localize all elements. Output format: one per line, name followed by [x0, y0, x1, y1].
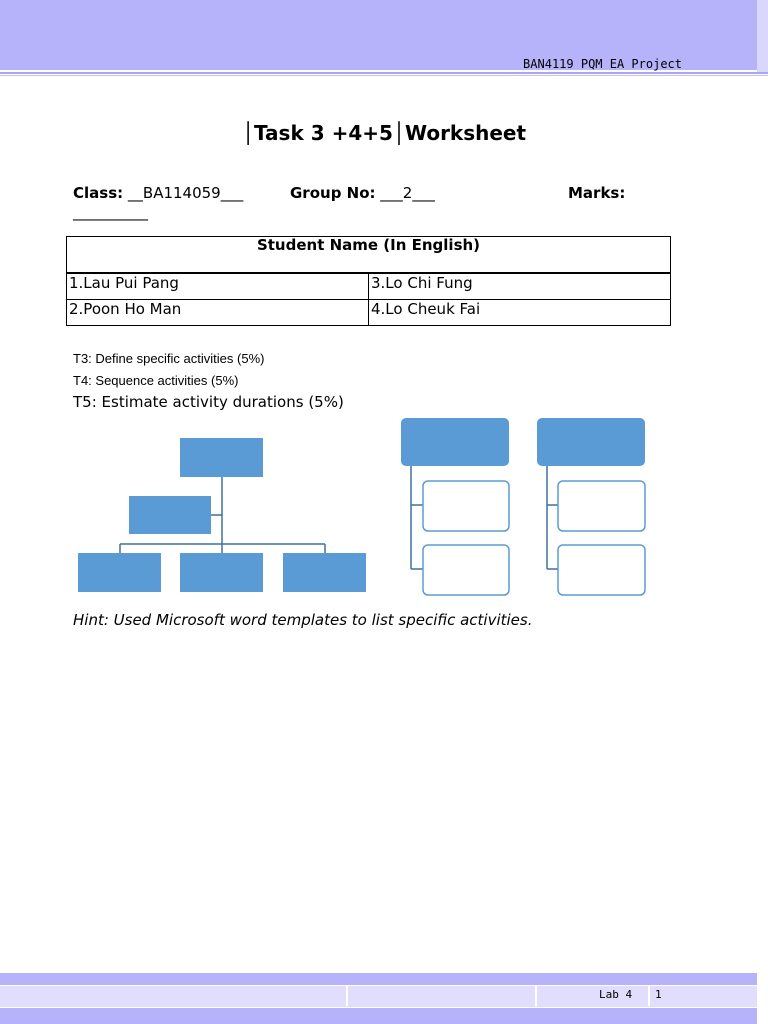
list-parent-box [401, 418, 509, 466]
hierarchy-list-diagram [537, 418, 645, 595]
org-child-box [78, 553, 161, 592]
task-t5: T5: Estimate activity durations (5%) [73, 393, 344, 411]
list-child-box [423, 481, 509, 531]
marks-value: __________ [73, 203, 148, 221]
table-header: Student Name (In English) [67, 237, 671, 274]
org-child-box [283, 553, 366, 592]
footer-lab-label: Lab 4 [599, 988, 633, 1001]
footer-divider [648, 985, 650, 1006]
group-label: Group No: [290, 184, 376, 202]
header-project-title: BAN4119 PQM EA Project [523, 57, 682, 71]
org-assistant-box [129, 496, 211, 534]
footer-divider [535, 985, 537, 1006]
table-cell: 2.Poon Ho Man [67, 300, 369, 326]
org-child-box [180, 553, 263, 592]
org-chart-diagram [78, 438, 366, 592]
list-child-box [558, 545, 645, 595]
list-parent-box [537, 418, 645, 466]
footer-band [0, 1008, 757, 1024]
table-cell: 1.Lau Pui Pang [67, 273, 369, 300]
org-top-box [180, 438, 263, 477]
task-t3: T3: Define specific activities (5%) [73, 351, 265, 366]
group-value: ___2___ [375, 184, 435, 202]
task-t4: T4: Sequence activities (5%) [73, 373, 239, 388]
footer-divider [346, 985, 348, 1006]
table-cell: 3.Lo Chi Fung [369, 273, 671, 300]
class-value: __BA114059___ [123, 184, 244, 202]
table-cell: 4.Lo Cheuk Fai [369, 300, 671, 326]
hierarchy-list-diagram [401, 418, 509, 595]
hint-text: Hint: Used Microsoft word templates to list specific activities. [73, 611, 533, 629]
footer-table-row [0, 985, 757, 1007]
list-child-box [558, 481, 645, 531]
footer-band [0, 973, 757, 985]
list-child-box [423, 545, 509, 595]
page-number: 1 [655, 988, 662, 1001]
page-title: │Task 3 +4+5│Worksheet [241, 121, 527, 145]
class-label: Class: [73, 184, 124, 202]
marks-label: Marks: [568, 184, 626, 202]
